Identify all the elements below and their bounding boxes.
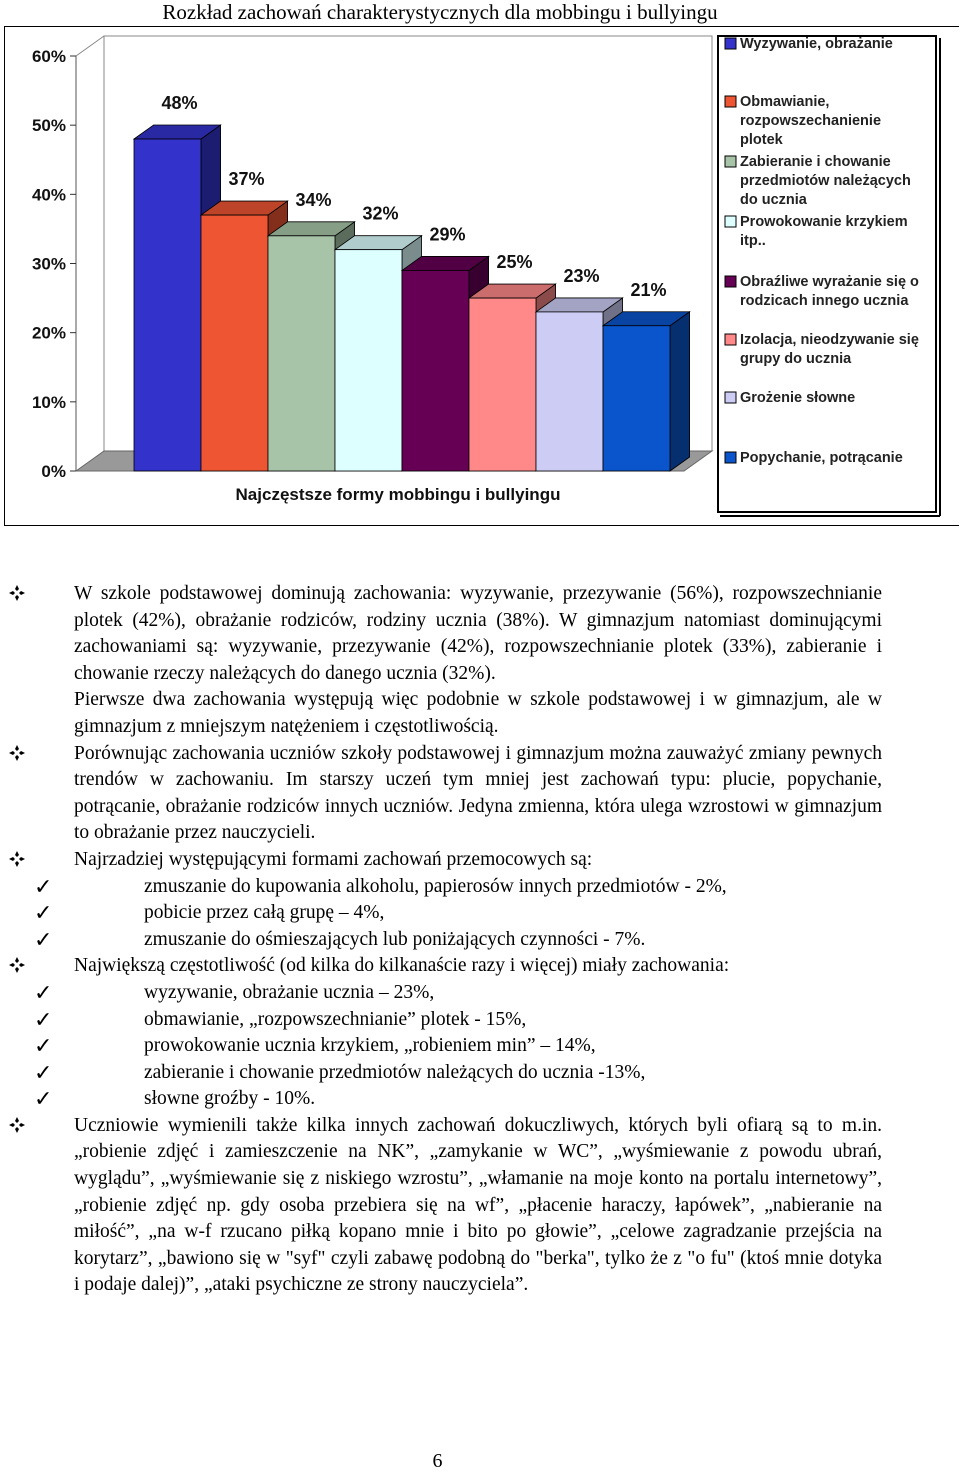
paragraph-1-text: W szkole podstawowej dominują zachowania: wyzywanie, przezywanie (56%), rozpowszechnianie plotek (42%), obrażanie rodziców, rodziny ucznia (38%). W gimnazjum natomiast dominującymi zachowaniami są: wyzywanie, przezywanie (42%), rozpowszechnianie plotek (33%), zabieranie i chowanie rzeczy należących do danego ucznia (32%).: [74, 583, 882, 684]
diamond-bullet-icon: [8, 956, 26, 974]
checkmark-icon: ✓: [34, 1033, 53, 1059]
legend-label: Obmawianie, rozpowszechanienie plotek: [740, 94, 882, 148]
text-block: [34, 581, 882, 1299]
chart-title: Rozkład zachowań charakterystycznych dla mobbingu i bullyingu: [162, 0, 718, 24]
page-number: 6: [432, 1450, 443, 1472]
bar: [402, 270, 469, 471]
bar: [603, 326, 670, 471]
y-tick-label: 50%: [31, 116, 66, 136]
legend-swatch: [725, 452, 736, 463]
bar: [268, 236, 335, 471]
x-axis-label: Najczęstsze formy mobbingu i bullyingu: [235, 485, 561, 504]
y-tick-label: 60%: [31, 47, 66, 66]
list-item: ✓ zabieranie i chowanie przedmiotów należących do ucznia -13%,: [34, 1059, 646, 1085]
list-item: ✓ wyzywanie, obrażanie ucznia – 23%,: [34, 979, 435, 1005]
diamond-bullet-icon: [8, 850, 26, 868]
legend-swatch: [725, 96, 736, 107]
legend-swatch: [725, 38, 736, 49]
diamond-bullet-icon: [8, 744, 26, 762]
list-item: ✓ zmuszanie do kupowania alkoholu, papierosów innych przedmiotów - 2%,: [34, 873, 727, 899]
data-label: 48%: [161, 93, 198, 113]
legend-label: Izolacja, nieodzywanie się grupy do ucznia: [740, 332, 919, 367]
bar: [201, 215, 268, 471]
y-tick-label: 0%: [41, 462, 66, 481]
paragraph-2-text: Porównując zachowania uczniów szkoły podstawowej i gimnazjum można zauważyć zmiany pewnych trendów w zachowaniu. Im starszy uczeń tym mniej jest zachowań typu: plucie, popychanie, potrącanie, obrażanie rodziców innych uczniów. Jedyna zmienna, która ulega wzrostowi w gimnazjum to obrażanie przez nauczycieli.: [74, 742, 882, 844]
legend-label: Prowokowanie krzykiem itp..: [740, 214, 908, 249]
paragraph-2: [74, 741, 882, 847]
checkmark-icon: ✓: [34, 1086, 53, 1112]
data-label: 34%: [295, 189, 332, 210]
data-label: 37%: [228, 169, 265, 190]
paragraph-5: [74, 1113, 882, 1299]
bar: [469, 298, 536, 471]
list-item: ✓ prowokowanie ucznia krzykiem, „robieniem min” – 14%,: [34, 1033, 596, 1059]
list-item: ✓ zmuszanie do ośmieszających lub poniżających czynności - 7%.: [34, 926, 646, 952]
paragraph-5-text: Uczniowie wymienili także kilka innych zachowań dokuczliwych, których byli ofiarą są to m.in. „robienie zdjęć i zamieszczenie na NK”, „zamykanie w WC”, „wyśmiewanie z powodu ubrań, wyglądu”, „wyśmiewanie się z niskiego wzrostu”, „włamanie na moje konto na portalu internetowy”, „robienie zdjęć np. gdy osoba przebiera się na wf”, „płacenie haraczy, łapówek”, „nabieranie na miłość”, „na w-f rzucano piłką kopano mnie i bito po głowie”, „celowe zagradzanie przejścia na korytarz”, „bawiono się w "syf" czyli zabawę podobną do "berka", tylko że z "o fu" (ktoś mnie dotyka i podaje dalej)”, „ataki psychiczne ze strony nauczyciela”.: [74, 1114, 882, 1296]
bar: [536, 312, 603, 471]
checkmark-icon: ✓: [34, 1059, 53, 1085]
checkmark-icon: ✓: [34, 926, 53, 952]
bar: [134, 139, 201, 471]
data-label: 23%: [563, 265, 600, 286]
paragraph-1-continued-text: Pierwsze dwa zachowania występują więc podobnie w szkole podstawowej i w gimnazjum, ale w gimnazjum z mniejszym natężeniem i częstotliwością.: [74, 689, 882, 737]
paragraph-4: [74, 953, 882, 980]
paragraph-1: [74, 581, 882, 687]
bar-chart: [0, 0, 960, 530]
legend-swatch: [725, 156, 736, 167]
paragraph-4-text: Największą częstotliwość (od kilka do kilkanaście razy i więcej) miały zachowania:: [74, 955, 730, 977]
legend-label: Grożenie słowne: [740, 390, 856, 406]
diamond-bullet-icon: [8, 1116, 26, 1134]
legend-label: Popychanie, potrącanie: [740, 450, 903, 466]
data-label: 29%: [429, 224, 466, 245]
paragraph-1-continued: [74, 687, 882, 740]
data-label: 21%: [630, 279, 667, 300]
legend-swatch: [725, 334, 736, 345]
legend-swatch: [725, 216, 736, 227]
bar-side: [670, 312, 690, 471]
checkmark-icon: ✓: [34, 900, 53, 926]
y-tick-label: 30%: [31, 254, 66, 274]
bar: [335, 250, 402, 471]
legend-label: Zabieranie i chowanie przedmiotów należących do ucznia: [740, 154, 911, 208]
y-tick-label: 40%: [31, 185, 66, 205]
paragraph-3: [74, 847, 882, 874]
y-tick-label: 10%: [31, 392, 66, 412]
checkmark-icon: ✓: [34, 873, 53, 899]
checkmark-icon: ✓: [34, 979, 53, 1005]
list-item: ✓ słowne groźby - 10%.: [34, 1086, 316, 1112]
legend-swatch: [725, 392, 736, 403]
diamond-bullet-icon: [8, 584, 26, 602]
checkmark-icon: ✓: [34, 1006, 53, 1032]
list-item: ✓ obmawianie, „rozpowszechnianie” plotek - 15%,: [34, 1006, 527, 1032]
y-axis-depth-line: [76, 36, 104, 56]
list-item: ✓ pobicie przez całą grupę – 4%,: [34, 900, 385, 926]
legend-swatch: [725, 276, 736, 287]
legend-label: Wyzywanie, obrażanie: [740, 36, 893, 52]
data-label: 25%: [496, 252, 533, 273]
legend-label: Obraźliwe wyrażanie się o rodzicach innego ucznia: [740, 274, 919, 309]
paragraph-3-text: Najrzadziej występującymi formami zachowań przemocowych są:: [74, 848, 593, 870]
y-tick-label: 20%: [31, 323, 66, 343]
data-label: 32%: [362, 203, 399, 224]
